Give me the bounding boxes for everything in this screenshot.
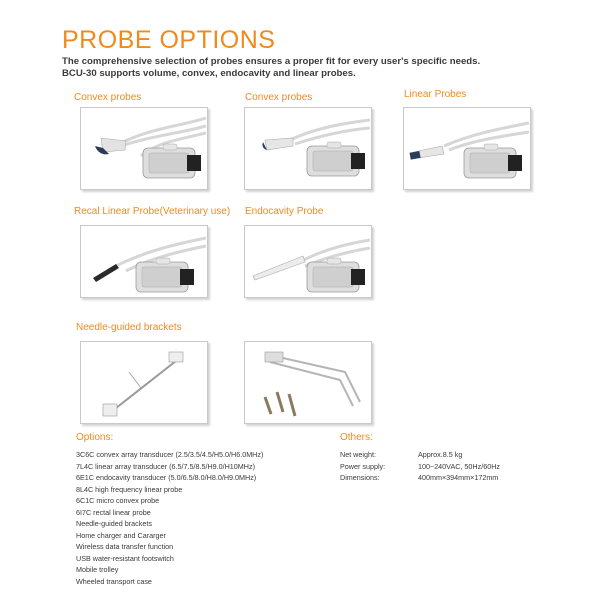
description-line-2: BCU-30 supports volume, convex, endocavity and linear probes. xyxy=(62,68,356,79)
options-list xyxy=(76,449,263,587)
options-list-item: 6C1C micro convex probe xyxy=(76,496,160,505)
others-heading: Others: xyxy=(340,432,373,443)
linear-probe-image xyxy=(403,107,531,190)
options-list-item: 6E1C endocavity transducer (5.0/6.5/8.0/H8.0/H9.0MHz) xyxy=(76,473,257,482)
options-list-item: 6I7C rectal linear probe xyxy=(76,507,151,517)
needle-bracket-image-2 xyxy=(244,341,372,424)
convex-probe-image-1 xyxy=(80,107,208,190)
probe-caption-endocavity: Endocavity Probe xyxy=(245,206,324,217)
others-spec-table xyxy=(340,449,560,484)
options-list-item: Mobile trolley xyxy=(76,565,119,574)
spec-value: 100~240VAC, 50Hz/60Hz xyxy=(418,461,500,471)
endocavity-probe-image xyxy=(244,225,372,298)
description-line-1: The comprehensive selection of probes ensures a proper fit for every user's specific needs. xyxy=(62,56,481,67)
spec-label: Dimensions: xyxy=(340,473,380,482)
spec-value: Approx.8.5 kg xyxy=(418,450,463,459)
options-list-item: Home charger and Cararger xyxy=(76,530,166,540)
spec-label: Power supply: xyxy=(340,461,386,471)
spec-value: 400mm×394mm×172mm xyxy=(418,473,499,482)
probe-caption-rectal: Recal Linear Probe(Veterinary use) xyxy=(74,206,231,217)
options-list-item: 7L4C linear array transducer (6.5/7.5/8.5/H9.0/H10MHz) xyxy=(76,461,255,471)
needle-bracket-image-1 xyxy=(80,341,208,424)
options-list-item: Needle-guided brackets xyxy=(76,519,152,528)
spec-row-weight xyxy=(340,449,560,461)
convex-probe-image-2 xyxy=(244,107,372,190)
description xyxy=(62,56,542,80)
spec-label: Net weight: xyxy=(340,450,376,459)
options-list-item: USB water-resistant footswitch xyxy=(76,553,174,563)
options-heading: Options: xyxy=(76,432,114,443)
page-title: PROBE OPTIONS xyxy=(62,26,276,54)
probe-caption-convex-2: Convex probes xyxy=(245,92,313,103)
probe-caption-linear: Linear Probes xyxy=(404,89,467,100)
spec-row-power xyxy=(340,461,560,473)
options-list-item: 8L4C high frequency linear probe xyxy=(76,484,183,494)
needle-bracket-caption: Needle-guided brackets xyxy=(76,322,182,333)
options-list-item: Wheeled transport case xyxy=(76,576,152,586)
probe-caption-convex-1: Convex probes xyxy=(74,92,142,103)
rectal-linear-probe-image xyxy=(80,225,208,298)
options-list-item: Wireless data transfer function xyxy=(76,542,174,551)
options-list-item: 3C6C convex array transducer (2.5/3.5/4.5/H5.0/H6.0MHz) xyxy=(76,450,264,459)
spec-row-dimensions xyxy=(340,472,560,484)
